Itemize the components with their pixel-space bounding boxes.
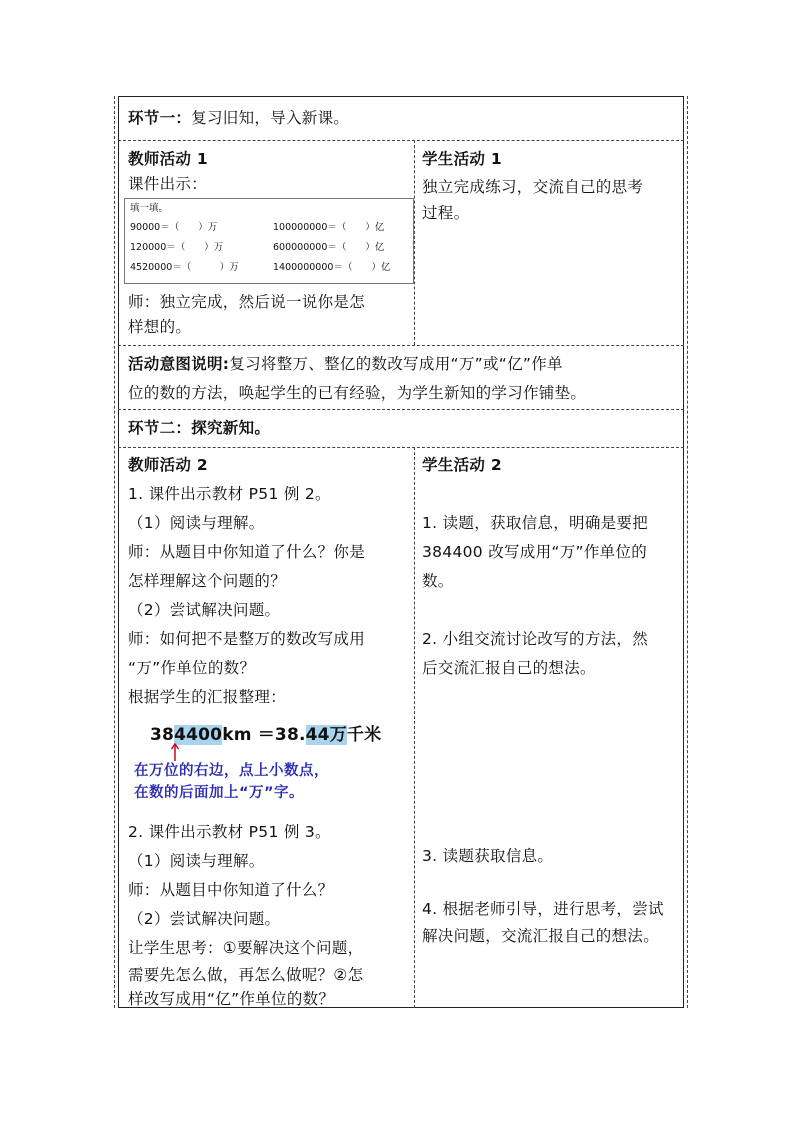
student2-line: 3. 读题获取信息。 [422,847,554,865]
method-note: 在数的后面加上“万”字。 [134,785,305,801]
intent-line: 位的数的方法，唤起学生的已有经验，为学生新知的学习作铺垫。 [128,384,587,402]
student2-line: 2. 小组交流讨论改写的方法，然 [422,630,649,648]
section2-heading: 环节二：探究新知。 [128,419,271,437]
table-left-border [118,96,119,1008]
teacher2-line: 2. 课件出示教材 P51 例 3。 [128,823,331,841]
teacher2-line: “万”作单位的数？ [128,659,256,677]
teacher2-line: 师：如何把不是整万的数改写成用 [128,630,366,648]
exercise-item: 600000000＝（ ）亿 [273,242,385,253]
student2-line: 后交流汇报自己的想法。 [422,659,596,677]
teacher2-line: 师：从题目中你知道了什么？ [128,881,334,899]
student2-line: 4. 根据老师引导，进行思考，尝试 [422,900,664,918]
teacher1-line: 样想的。 [128,318,192,336]
outer-right-dashed [687,96,688,1008]
exercise-item: 1400000000＝（ ）亿 [273,262,391,273]
teacher2-line: 样改写成用“亿”作单位的数？ [128,990,335,1008]
student2-line: 数。 [422,572,454,590]
student1-line: 过程。 [422,204,470,222]
teacher2-line: 怎样理解这个问题的？ [128,572,287,590]
teacher2-line: （1）阅读与理解。 [128,852,265,870]
exercise-item: 100000000＝（ ）亿 [273,222,385,233]
teacher2-title: 教师活动 2 [128,456,208,474]
student2-line: 384400 改写成用“万”作单位的 [422,543,648,561]
row-divider [118,345,684,346]
teacher1-line: 师：独立完成，然后说一说你是怎 [128,293,366,311]
student2-line: 解决问题，交流汇报自己的想法。 [422,927,660,945]
section1-heading: 环节一：复习旧知，导入新课。 [128,109,350,127]
teacher2-line: （2）尝试解决问题。 [128,601,281,619]
teacher2-line: 需要先怎么做，再怎么做呢？②怎 [128,966,364,984]
teacher2-line: 1. 课件出示教材 P51 例 2。 [128,485,331,503]
intent-line: 活动意图说明:复习将整万、整亿的数改写成用“万”或“亿”作单 [128,355,563,373]
column-divider [414,447,415,1008]
intent-label: 活动意图说明: [128,355,230,373]
highlighted-digits: 4400 [174,725,223,745]
teacher2-line: （2）尝试解决问题。 [128,910,281,928]
unit-text: km [222,725,252,745]
method-note: 在万位的右边，点上小数点， [134,763,329,779]
exercise-item: 90000＝（ ）万 [130,222,218,233]
table-top-border [118,96,684,97]
student2-title: 学生活动 2 [422,456,502,474]
table-right-border [683,96,684,1008]
conversion-example [150,720,381,745]
teacher2-line: 让学生思考：①要解决这个问题， [128,939,364,957]
row-divider [118,409,684,410]
equals-result: ＝38. [251,725,306,745]
outer-left-dashed [114,96,115,1008]
highlighted-result: 44万 [305,725,347,745]
exercise-item: 4520000＝（ ）万 [130,262,239,273]
number-part: 38 [150,725,175,745]
exercise-title: 填一填。 [130,203,169,214]
lesson-plan-table [118,96,684,1008]
student1-line: 独立完成练习，交流自己的思考 [422,178,644,196]
teacher2-line: 根据学生的汇报整理： [128,688,287,706]
column-divider [414,140,415,345]
teacher1-title: 教师活动 1 [128,150,208,168]
student1-title: 学生活动 1 [422,150,502,168]
student2-line: 1. 读题，获取信息，明确是要把 [422,514,649,532]
teacher1-line: 课件出示： [128,175,208,193]
row-divider [118,447,684,448]
exercise-item: 120000＝（ ）万 [130,242,224,253]
result-unit: 千米 [346,725,382,745]
teacher2-line: （1）阅读与理解。 [128,514,265,532]
exercise-box [124,198,414,284]
row-divider [118,140,684,141]
teacher2-line: 师：从题目中你知道了什么？你是 [128,543,366,561]
